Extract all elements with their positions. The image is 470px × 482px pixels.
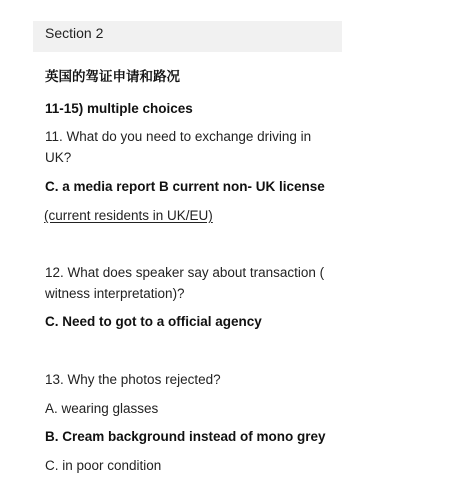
q13-question: 13. Why the photos rejected? [45, 372, 221, 387]
q12-answer: C. Need to got to a official agency [45, 314, 262, 329]
section-title: Section 2 [45, 25, 104, 41]
q11-question-line2: UK? [45, 150, 72, 165]
q11-question-line1: 11. What do you need to exchange driving in [45, 129, 312, 144]
q12-question-line2: witness interpretation)? [45, 286, 185, 301]
q11-answer: C. a media report B current non- UK license [45, 179, 325, 194]
q11-note: (current residents in UK/EU) [44, 208, 213, 223]
q13-option-b: B. Cream background instead of mono grey [45, 429, 326, 444]
q12-question-line1: 12. What does speaker say about transaction ( [45, 265, 325, 280]
q13-option-c: C. in poor condition [45, 458, 162, 473]
q13-option-a: A. wearing glasses [45, 401, 159, 416]
chinese-heading: 英国的驾证申请和路况 [45, 69, 180, 84]
subheading: 11-15) multiple choices [45, 101, 193, 116]
section-header [33, 21, 342, 52]
